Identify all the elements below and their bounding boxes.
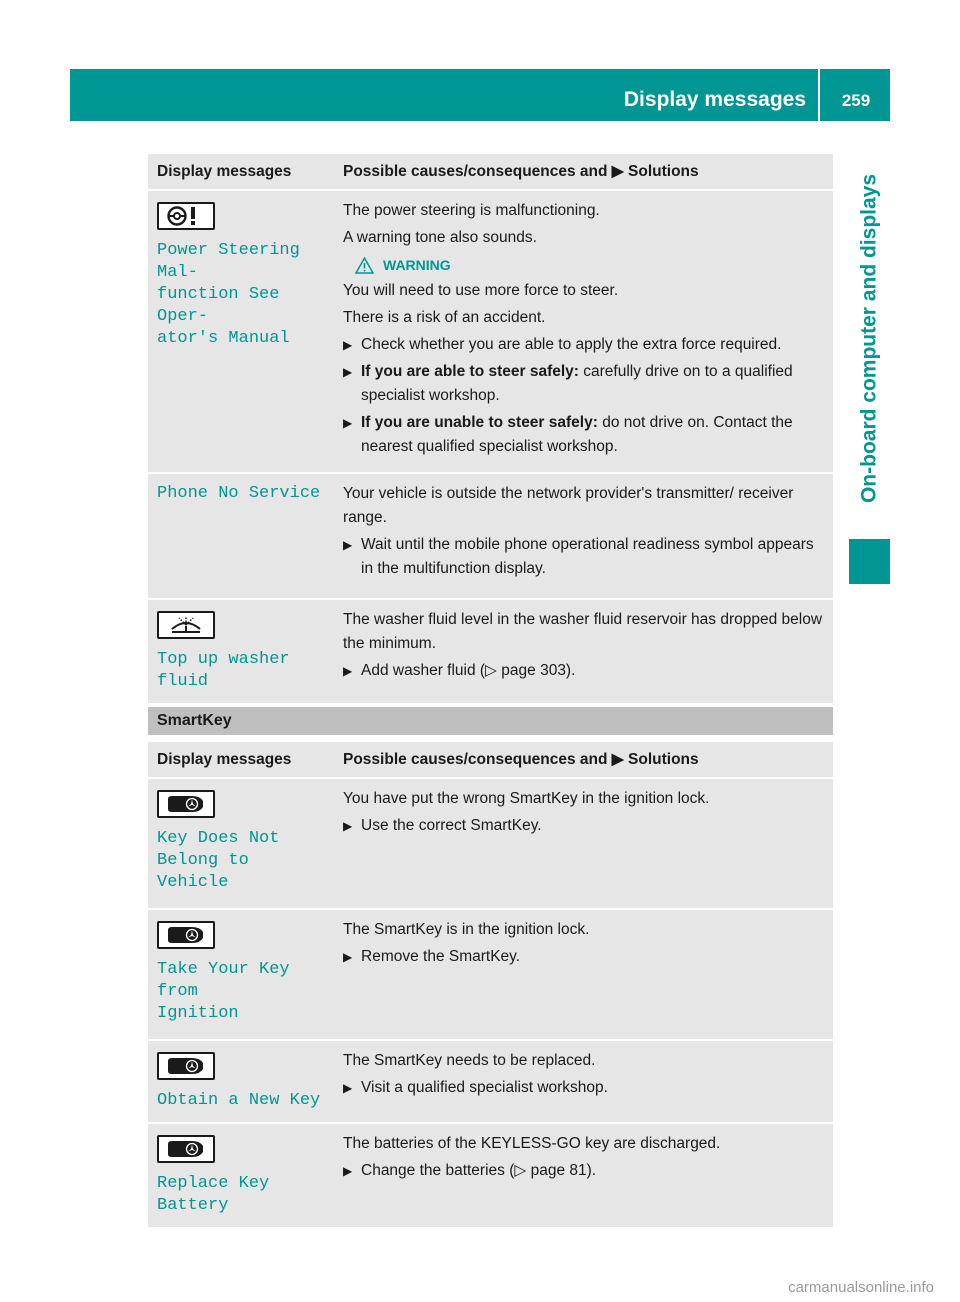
washer-fluid-icon: [157, 611, 215, 639]
display-message: Obtain a New Key: [157, 1091, 321, 1110]
table-row: [148, 600, 833, 703]
display-message: Power Steering Mal- function See Oper- ator's Manual: [157, 241, 300, 348]
solution-cell: You have put the wrong SmartKey in the ignition lock. ▶ Use the correct SmartKey.: [334, 779, 833, 908]
messages-table-2: [148, 740, 833, 1229]
step-arrow-icon: ▶: [343, 950, 353, 964]
page-header: [70, 69, 890, 121]
solution-step: ▶ Use the correct SmartKey.: [343, 814, 826, 838]
side-tab-label: On-board computer and displays: [857, 173, 881, 504]
message-cell: [148, 474, 334, 598]
section-title: SmartKey: [148, 707, 833, 735]
solution-step: ▶ If you are able to steer safely: carefully drive on to a qualified specialist workshop.: [343, 360, 826, 408]
step-arrow-icon: ▶: [343, 664, 353, 678]
solution-cell: The SmartKey needs to be replaced. ▶ Visit a qualified specialist workshop.: [334, 1041, 833, 1122]
display-message: Take Your Key from Ignition: [157, 960, 290, 1023]
solution-cell: The power steering is malfunctioning. A warning tone also sounds. WARNING You will need to use more force to steer. There is a risk of an accident. ▶ Check whether you are able to apply the extra force required. ▶ If you are able to steer safely: carefully drive on to a qualified specialist workshop. ▶ If you are unable to steer safely: do not drive on. Contact the nearest qualified specialist workshop.: [334, 191, 833, 472]
side-tab: [849, 138, 890, 538]
solution-step: ▶ Wait until the mobile phone operational readiness symbol appears in the multifunction display.: [343, 533, 826, 581]
watermark-url: carmanualsonline.info: [788, 1279, 934, 1296]
warning-label: WARNING: [355, 253, 826, 277]
page-number: 259: [841, 91, 871, 110]
message-cell: [148, 600, 334, 703]
message-cell: [148, 779, 334, 908]
table-header-row: [148, 154, 833, 189]
smartkey-icon: [157, 921, 215, 949]
table-header-row: [148, 742, 833, 777]
message-cell: [148, 191, 334, 472]
solution-step: ▶ If you are unable to steer safely: do not drive on. Contact the nearest qualified specialist workshop.: [343, 411, 826, 459]
display-message: Key Does Not Belong to Vehicle: [157, 829, 280, 892]
solution-cell: The washer fluid level in the washer fluid reservoir has dropped below the minimum. ▶ Add washer fluid (▷ page 303).: [334, 600, 833, 703]
message-cell: [148, 1124, 334, 1227]
smartkey-icon: [157, 1052, 215, 1080]
solution-step: ▶ Remove the SmartKey.: [343, 945, 826, 969]
smartkey-icon: [157, 1135, 215, 1163]
solution-arrow-icon: ▶: [611, 163, 624, 180]
table-row: [148, 910, 833, 1039]
step-arrow-icon: ▶: [343, 538, 353, 552]
step-arrow-icon: ▶: [343, 819, 353, 833]
table-row: [148, 1041, 833, 1122]
display-message: Top up washer fluid: [157, 650, 290, 691]
table-row: [148, 1124, 833, 1227]
col-header-solutions: Possible causes/consequences and ▶ Solutions: [334, 154, 833, 189]
solution-step: ▶ Change the batteries (▷ page 81).: [343, 1159, 826, 1183]
step-arrow-icon: ▶: [343, 1164, 353, 1178]
solution-step: ▶ Check whether you are able to apply the extra force required.: [343, 333, 826, 357]
step-arrow-icon: ▶: [343, 365, 353, 379]
solution-step: ▶ Add washer fluid (▷ page 303).: [343, 659, 826, 683]
col-header-messages: Display messages: [148, 154, 334, 189]
solution-arrow-icon: ▶: [611, 751, 624, 768]
warning-triangle-icon: [355, 257, 374, 274]
table-row: [148, 779, 833, 908]
solution-step: ▶ Visit a qualified specialist workshop.: [343, 1076, 826, 1100]
table-row: [148, 191, 833, 472]
solution-cell: The batteries of the KEYLESS-GO key are discharged. ▶ Change the batteries (▷ page 81).: [334, 1124, 833, 1227]
smartkey-icon: [157, 790, 215, 818]
display-message: Phone No Service: [157, 484, 321, 503]
step-arrow-icon: ▶: [343, 1081, 353, 1095]
messages-table-1: [148, 152, 833, 705]
solution-cell: The SmartKey is in the ignition lock. ▶ Remove the SmartKey.: [334, 910, 833, 1039]
header-title: Display messages: [624, 69, 820, 121]
step-arrow-icon: ▶: [343, 338, 353, 352]
solution-cell: Your vehicle is outside the network provider's transmitter/ receiver range. ▶ Wait until the mobile phone operational readiness symbol appears in the multifunction display.: [334, 474, 833, 598]
display-message: Replace Key Battery: [157, 1174, 270, 1215]
col-header-solutions: Possible causes/consequences and ▶ Solutions: [334, 742, 833, 777]
message-cell: [148, 1041, 334, 1122]
step-arrow-icon: ▶: [343, 416, 353, 430]
power-steering-warning-icon: [157, 202, 215, 230]
message-cell: [148, 910, 334, 1039]
col-header-messages: Display messages: [148, 742, 334, 777]
side-tab-marker: [849, 539, 890, 584]
table-row: [148, 474, 833, 598]
